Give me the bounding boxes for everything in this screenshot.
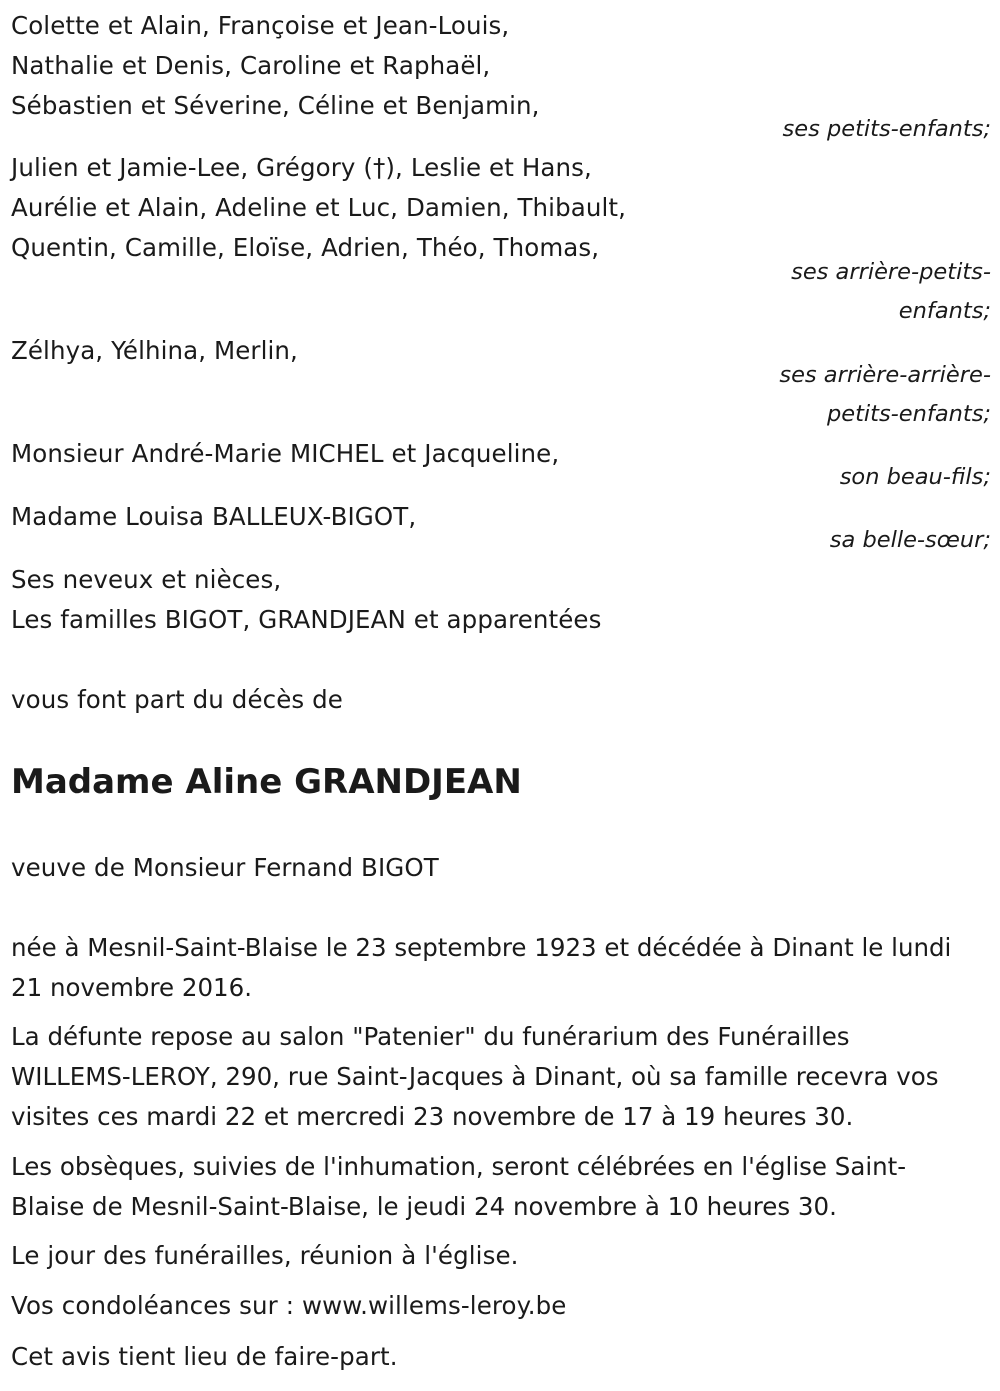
funeral-paragraph: Les obsèques, suivies de l'inhumation, seront célébrées en l'église Saint-Blaise de Mesnil-Saint-Blaise, le jeudi 24 novembre à 10 heures 30. (11, 1152, 907, 1221)
sister-in-law-label: sa belle-sœur; (829, 527, 991, 553)
repose-paragraph: La défunte repose au salon "Patenier" du funérarium des Funérailles WILLEMS-LEROY, 290, rue Saint-Jacques à Dinant, où sa famille recevra vos visites ces mardi 22 et mercredi 23 novembre de 17 à 19 heures 30. (11, 1022, 939, 1131)
sister-in-law: Madame Louisa BALLEUX-BIGOT, (11, 502, 417, 531)
son-in-law-label: son beau-fils; (839, 464, 991, 490)
meeting-info: Le jour des funérailles, réunion à l'église. (11, 1241, 519, 1270)
son-in-law: Monsieur André-Marie MICHEL et Jacqueline, (11, 439, 560, 468)
great-great-grandchildren: Zélhya, Yélhina, Merlin, (11, 336, 298, 365)
great-grandchildren-label-2: enfants; (898, 298, 991, 324)
families: Les familles BIGOT, GRANDJEAN et apparentées (11, 605, 602, 634)
notice-disclaimer: Cet avis tient lieu de faire-part. (11, 1342, 398, 1371)
deceased-name: Madame Aline GRANDJEAN (11, 762, 522, 802)
grandchildren-line-3: Sébastien et Séverine, Céline et Benjamin, (11, 91, 540, 120)
great-great-grandchildren-label-2: petits-enfants; (826, 401, 991, 427)
great-great-grandchildren-label-1: ses arrière-arrière- (779, 362, 991, 388)
announcement-intro: vous font part du décès de (11, 685, 343, 714)
grandchildren-label: ses petits-enfants; (782, 116, 991, 142)
birth-death-paragraph: née à Mesnil-Saint-Blaise le 23 septembre 1923 et décédée à Dinant le lundi 21 novembre 2016. (11, 933, 952, 1002)
great-grandchildren-label-1: ses arrière-petits- (791, 259, 991, 285)
great-grandchildren-line-3: Quentin, Camille, Eloïse, Adrien, Théo, Thomas, (11, 233, 600, 262)
widow-of: veuve de Monsieur Fernand BIGOT (11, 853, 439, 882)
nephews-nieces: Ses neveux et nièces, (11, 565, 282, 594)
grandchildren-line-2: Nathalie et Denis, Caroline et Raphaël, (11, 51, 491, 80)
condolences: Vos condoléances sur : www.willems-leroy.be (11, 1291, 567, 1320)
great-grandchildren-line-1: Julien et Jamie-Lee, Grégory (†), Leslie et Hans, (11, 153, 592, 182)
great-grandchildren-line-2: Aurélie et Alain, Adeline et Luc, Damien, Thibault, (11, 193, 626, 222)
grandchildren-line-1: Colette et Alain, Françoise et Jean-Louis, (11, 11, 510, 40)
